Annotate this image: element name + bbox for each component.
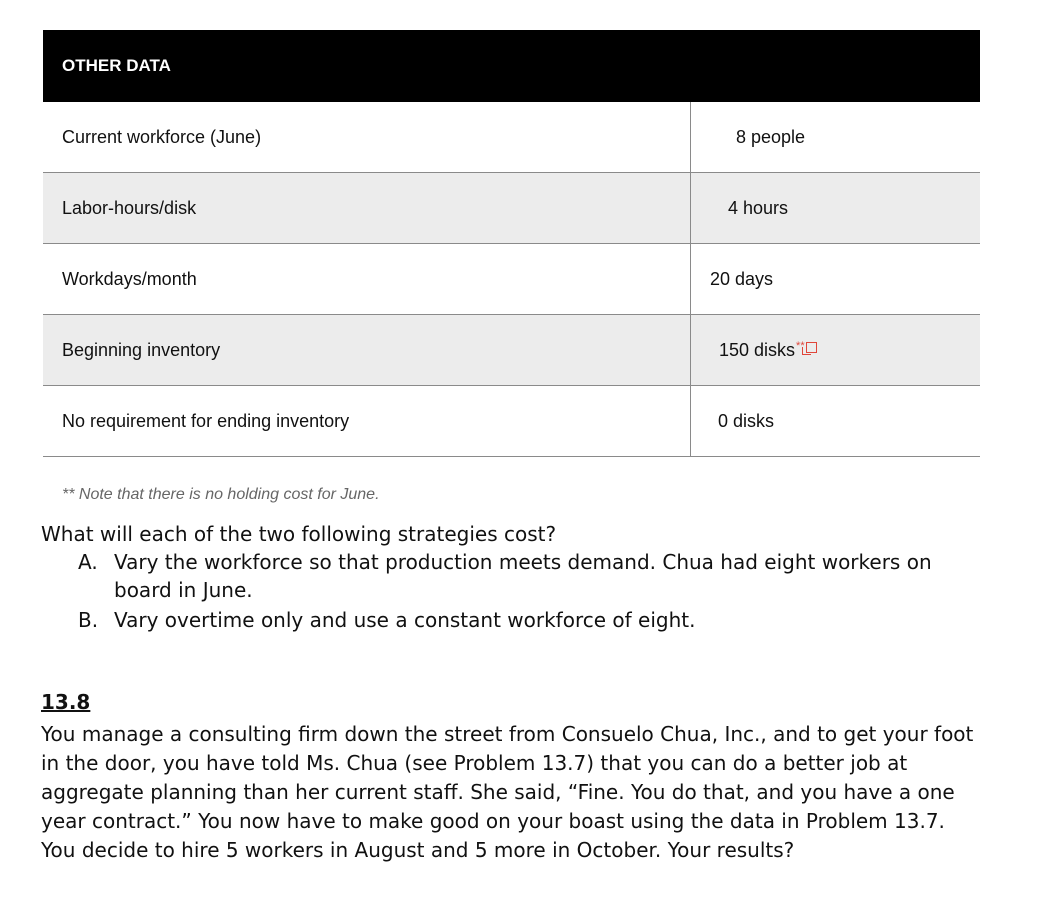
other-data-table — [43, 30, 980, 457]
row-value — [691, 102, 981, 173]
row-label: Beginning inventory — [43, 315, 691, 386]
table-row — [43, 386, 980, 457]
row-label: Current workforce (June) — [43, 102, 691, 173]
row-value-text: 20 days — [710, 268, 774, 289]
row-value — [691, 244, 981, 315]
row-value — [691, 386, 981, 457]
strategy-options — [78, 548, 978, 636]
table-footnote: ** Note that there is no holding cost for June. — [62, 486, 380, 503]
question-prompt: What will each of the two following strategies cost? — [41, 522, 557, 546]
problem-number: 13.8 — [41, 690, 91, 714]
footnote-marker: ** — [796, 339, 805, 352]
option-item — [78, 548, 978, 604]
table-header: OTHER DATA — [43, 30, 980, 102]
option-text: Vary the workforce so that production meets demand. Chua had eight workers on board in June. — [114, 550, 932, 602]
option-text: Vary overtime only and use a constant workforce of eight. — [114, 608, 696, 632]
row-value-text: 4 hours — [728, 197, 789, 218]
option-item — [78, 606, 978, 634]
option-letter: A. — [78, 550, 98, 574]
row-label: Labor-hours/disk — [43, 173, 691, 244]
copy-icon[interactable] — [806, 342, 817, 353]
table-row — [43, 315, 980, 386]
row-value — [691, 315, 981, 386]
row-label: Workdays/month — [43, 244, 691, 315]
row-value-text: 0 disks — [718, 410, 775, 431]
row-label: No requirement for ending inventory — [43, 386, 691, 457]
row-value — [691, 173, 981, 244]
option-letter: B. — [78, 608, 99, 632]
row-value-text: 8 people — [736, 126, 806, 147]
table-row — [43, 244, 980, 315]
row-value-text: 150 disks — [719, 339, 796, 360]
table-row — [43, 173, 980, 244]
problem-text: You manage a consulting firm down the street from Consuelo Chua, Inc., and to get your foot in the door, you have told Ms. Chua (see Problem 13.7) that you can do a better job at aggregate planning than her current staff. She said, “Fine. You do that, and you have a one year contract.” You now have to make good on your boast using the data in Problem 13.7. You decide to hire 5 workers in August and 5 more in October. Your results? — [41, 722, 974, 862]
table-row — [43, 102, 980, 173]
